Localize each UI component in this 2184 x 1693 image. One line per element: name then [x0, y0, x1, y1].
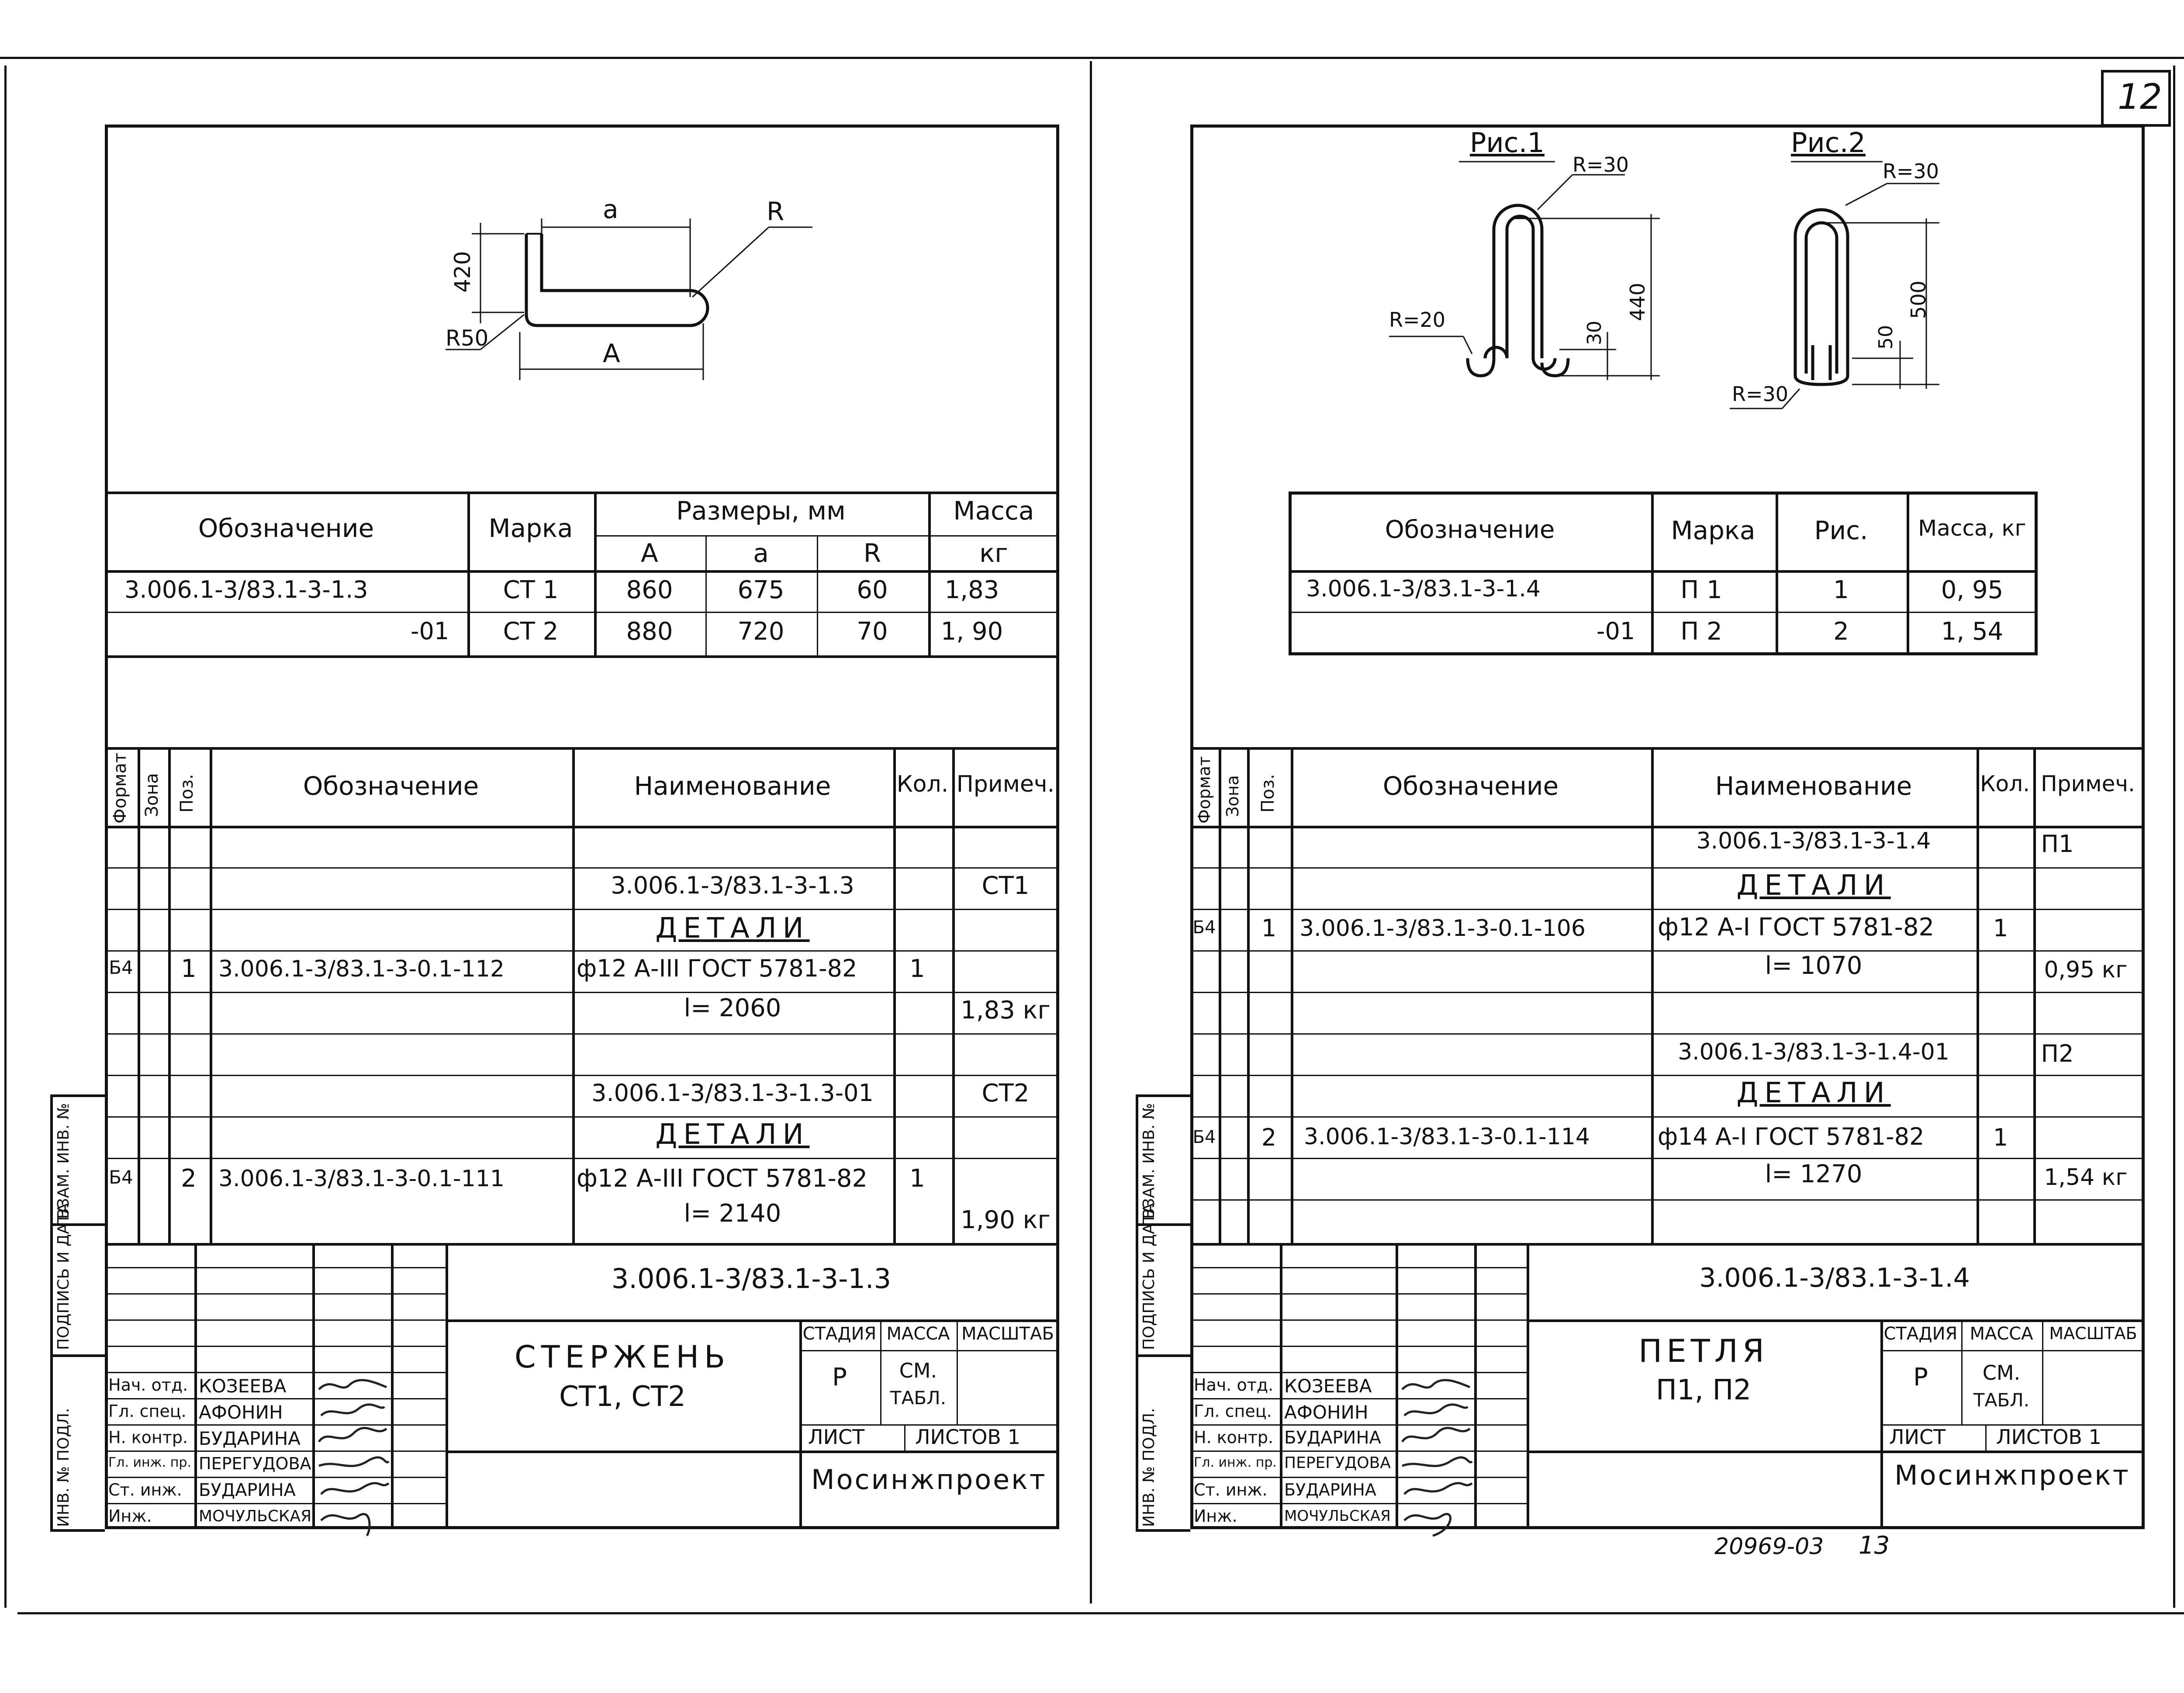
- stamp-role-5: Ст. инж.: [108, 1480, 182, 1499]
- stamp-name-1: КОЗЕЕВА: [199, 1375, 287, 1397]
- spec-h-note: Примеч.: [956, 771, 1055, 797]
- rspec-r6-name: 3.006.1-3/83.1-3-1.4-01: [1678, 1039, 1949, 1065]
- rspec-r3-pos: 1: [1261, 914, 1277, 942]
- stamp-name-4: ПЕРЕГУДОВА: [199, 1454, 311, 1473]
- tbl-h-mark: Марка: [488, 513, 573, 543]
- fig2-title: Рис.2: [1791, 127, 1866, 159]
- rspec-r6-note: П2: [2041, 1040, 2074, 1067]
- rstamp-role-6: Инж.: [1194, 1506, 1237, 1526]
- tbl-h-A: A: [641, 538, 658, 568]
- sketch-label-height: 420: [450, 251, 475, 293]
- rspec-h-pos: Поз.: [1258, 774, 1278, 813]
- rstamp-title-1: ПЕТЛЯ: [1638, 1333, 1769, 1369]
- stamp-name-3: БУДАРИНА: [199, 1428, 301, 1449]
- rstamp-role-4: Гл. инж. пр.: [1194, 1455, 1277, 1470]
- stamp-role-3: Н. контр.: [108, 1428, 188, 1447]
- rspec-r1-note: П1: [2041, 830, 2074, 858]
- stamp-mass-1: СМ.: [899, 1359, 937, 1382]
- rspec-r2-name: ДЕТАЛИ: [1736, 869, 1891, 902]
- rstamp-name-5: БУДАРИНА: [1284, 1480, 1376, 1499]
- fig2-r-bot: R=30: [1732, 382, 1789, 406]
- fig1-r-left: R=20: [1389, 308, 1446, 332]
- mtbl-h-designation: Обозначение: [1385, 516, 1555, 544]
- rspec-r8-fmt: Б4: [1192, 1127, 1216, 1147]
- stamp-stage: Р: [832, 1363, 847, 1392]
- tbl-r2-designation: -01: [411, 617, 449, 645]
- tbl-r1-mark: СТ 1: [503, 576, 559, 604]
- rstamp-stage: Р: [1913, 1363, 1928, 1392]
- tbl-r1-designation: 3.006.1-3/83.1-3-1.3: [124, 576, 368, 603]
- rstamp-role-1: Нач. отд.: [1194, 1375, 1274, 1395]
- rspec-r7-name: ДЕТАЛИ: [1736, 1077, 1891, 1109]
- tbl-r2-mark: СТ 2: [503, 617, 559, 646]
- tbl-r1-A: 860: [626, 576, 673, 604]
- sketch-label-A: A: [603, 339, 620, 368]
- rstamp-title-2: П1, П2: [1655, 1374, 1752, 1406]
- spec-r4-name: ф12 А-III ГОСТ 5781-82: [577, 955, 857, 982]
- rside-sign: ПОДПИСЬ И ДАТА: [1140, 1203, 1158, 1350]
- spec-r3-name: ДЕТАЛИ: [655, 912, 810, 945]
- tbl-r1-mass: 1,83: [944, 576, 999, 604]
- rstamp-code: 3.006.1-3/83.1-3-1.4: [1699, 1263, 1970, 1293]
- stamp-code: 3.006.1-3/83.1-3-1.3: [611, 1263, 892, 1295]
- sketch-label-R: R: [767, 197, 784, 226]
- rstamp-mass-1: СМ.: [1982, 1361, 2021, 1385]
- rstamp-h-mass: МАССА: [1970, 1324, 2033, 1344]
- rspec-r8-des: 3.006.1-3/83.1-3-0.1-114: [1304, 1124, 1590, 1150]
- rstamp-h-stage: СТАДИЯ: [1883, 1324, 1958, 1344]
- stamp-title-1: СТЕРЖЕНЬ: [514, 1339, 731, 1375]
- tbl-r2-mass: 1, 90: [940, 617, 1003, 646]
- stamp-name-5: БУДАРИНА: [199, 1480, 296, 1500]
- stamp-role-4: Гл. инж. пр.: [108, 1455, 191, 1470]
- mtbl-r2-designation: -01: [1597, 617, 1635, 645]
- spec-h-zone: Зона: [142, 773, 162, 817]
- page-number: 12: [2118, 76, 2162, 117]
- stamp-role-1: Нач. отд.: [108, 1375, 188, 1395]
- spec-h-qty: Кол.: [896, 771, 949, 797]
- tbl-h-mass: Масса: [953, 496, 1034, 526]
- rstamp-name-6: МОЧУЛЬСКАЯ: [1284, 1507, 1391, 1525]
- spec-r9-fmt: Б4: [109, 1167, 133, 1188]
- stamp-sheets: ЛИСТОВ 1: [915, 1425, 1020, 1449]
- rstamp-role-5: Ст. инж.: [1194, 1480, 1268, 1499]
- mtbl-h-mark: Марка: [1671, 516, 1755, 545]
- rstamp-signatures: [1398, 1372, 1476, 1538]
- spec-r7-name: 3.006.1-3/83.1-3-1.3-01: [591, 1079, 874, 1107]
- stamp-name-6: МОЧУЛЬСКАЯ: [199, 1507, 312, 1525]
- spec-r2-note: СТ1: [981, 872, 1030, 900]
- spec-r10-name: l= 2140: [684, 1199, 781, 1228]
- spec-r7-note: СТ2: [981, 1079, 1030, 1108]
- spec-r9-qty: 1: [909, 1164, 925, 1193]
- mtbl-r2-mark: П 2: [1680, 617, 1722, 646]
- fig1-title: Рис.1: [1470, 127, 1545, 159]
- stamp-org: Мосинжпроект: [811, 1464, 1047, 1496]
- spec-h-format: Формат: [110, 752, 130, 824]
- mtbl-h-mass: Масса, кг: [1918, 516, 2026, 541]
- spec-r9-des: 3.006.1-3/83.1-3-0.1-111: [218, 1166, 505, 1192]
- fig1-base: 30: [1583, 321, 1606, 345]
- spec-r8-name: ДЕТАЛИ: [655, 1118, 810, 1151]
- stamp-h-mass: МАССА: [886, 1324, 950, 1344]
- spec-r2-name: 3.006.1-3/83.1-3-1.3: [611, 872, 854, 899]
- spec-h-name: Наименование: [634, 771, 831, 801]
- rstamp-role-2: Гл. спец.: [1194, 1402, 1272, 1421]
- mtbl-h-fig: Рис.: [1814, 516, 1868, 545]
- tbl-r2-R: 70: [857, 617, 888, 646]
- stamp-sheet: ЛИСТ: [808, 1425, 865, 1449]
- rstamp-h-scale: МАСШТАБ: [2049, 1324, 2137, 1343]
- fig2-height: 500: [1907, 280, 1930, 319]
- stamp-mass-2: ТАБЛ.: [890, 1387, 947, 1409]
- rstamp-org: Мосинжпроект: [1894, 1459, 2130, 1491]
- footer-num: 13: [1859, 1531, 1890, 1560]
- stamp-role-2: Гл. спец.: [108, 1402, 187, 1421]
- mtbl-r2-fig: 2: [1833, 617, 1849, 646]
- stamp-role-6: Инж.: [108, 1506, 152, 1526]
- tbl-h-kg: кг: [979, 538, 1008, 568]
- spec-h-designation: Обозначение: [303, 771, 479, 801]
- tbl-h-a: a: [753, 538, 769, 568]
- mtbl-r2-mass: 1, 54: [1941, 617, 2004, 646]
- side-sign: ПОДПИСЬ И ДАТА: [55, 1203, 73, 1350]
- spec-r9-name: ф12 А-III ГОСТ 5781-82: [577, 1164, 868, 1193]
- rspec-r4-note: 0,95 кг: [2044, 957, 2128, 983]
- tbl-h-sizes: Размеры, мм: [676, 496, 846, 526]
- bottom-edge: [17, 1612, 2184, 1614]
- rspec-r4-name: l= 1070: [1765, 952, 1863, 980]
- rspec-h-format: Формат: [1195, 756, 1214, 824]
- rspec-r8-name: ф14 А-I ГОСТ 5781-82: [1658, 1123, 1925, 1150]
- rstamp-sheets: ЛИСТОВ 1: [1996, 1425, 2101, 1449]
- side-vzam: ВЗАМ. ИНВ. №: [55, 1103, 73, 1219]
- rstamp-name-1: КОЗЕЕВА: [1284, 1375, 1372, 1397]
- rspec-r9-note: 1,54 кг: [2044, 1164, 2128, 1191]
- tbl-r1-R: 60: [857, 576, 888, 604]
- tbl-r2-a: 720: [737, 617, 784, 646]
- spec-h-pos: Поз.: [177, 774, 197, 813]
- mtbl-r1-mark: П 1: [1680, 576, 1722, 604]
- tbl-h-R: R: [863, 538, 881, 568]
- tbl-r1-a: 675: [737, 576, 784, 604]
- rspec-h-designation: Обозначение: [1382, 771, 1559, 801]
- fig1-height: 440: [1626, 283, 1649, 321]
- rspec-r1-name: 3.006.1-3/83.1-3-1.4: [1696, 828, 1931, 854]
- rstamp-role-3: Н. контр.: [1194, 1428, 1274, 1447]
- rstamp-name-2: АФОНИН: [1284, 1402, 1368, 1423]
- rstamp-name-4: ПЕРЕГУДОВА: [1284, 1454, 1391, 1472]
- loop-figures: [0, 0, 2184, 437]
- rspec-r3-des: 3.006.1-3/83.1-3-0.1-106: [1299, 915, 1586, 942]
- rspec-r9-name: l= 1270: [1765, 1160, 1863, 1188]
- spec-r4-qty: 1: [909, 955, 925, 983]
- rstamp-mass-2: ТАБЛ.: [1973, 1389, 2030, 1411]
- stamp-h-stage: СТАДИЯ: [802, 1324, 877, 1344]
- rspec-h-qty: Кол.: [1980, 771, 2030, 796]
- tbl-r2-A: 880: [626, 617, 673, 646]
- rstamp-sheet: ЛИСТ: [1889, 1425, 1946, 1449]
- stamp-signatures: [314, 1372, 393, 1538]
- fig2-r-top: R=30: [1883, 159, 1939, 183]
- mtbl-r1-mass: 0, 95: [1941, 576, 2004, 604]
- side-inv: ИНВ. № ПОДЛ.: [55, 1408, 73, 1527]
- rspec-r3-fmt: Б4: [1192, 917, 1216, 938]
- rspec-r3-name: ф12 А-I ГОСТ 5781-82: [1658, 913, 1935, 942]
- rstamp-name-3: БУДАРИНА: [1284, 1428, 1381, 1448]
- spec-r4-fmt: Б4: [109, 957, 133, 978]
- stamp-title-2: СТ1, СТ2: [559, 1381, 686, 1413]
- spec-r4-pos: 1: [181, 955, 197, 983]
- stamp-name-2: АФОНИН: [199, 1402, 283, 1423]
- sketch-label-a: a: [603, 194, 619, 224]
- tbl-h-designation: Обозначение: [198, 513, 374, 543]
- rside-inv: ИНВ. № ПОДЛ.: [1140, 1408, 1158, 1527]
- spec-r4-des: 3.006.1-3/83.1-3-0.1-112: [218, 956, 505, 982]
- rside-vzam: ВЗАМ. ИНВ. №: [1140, 1103, 1158, 1219]
- mtbl-r1-fig: 1: [1833, 576, 1849, 604]
- fig1-r-top: R=30: [1572, 153, 1629, 177]
- rspec-h-name: Наименование: [1715, 771, 1912, 801]
- sketch-label-radius: R50: [446, 325, 489, 351]
- rspec-r8-qty: 1: [1993, 1124, 2008, 1151]
- spec-r10-note: 1,90 кг: [961, 1206, 1051, 1234]
- rspec-h-note: Примеч.: [2041, 771, 2135, 796]
- rspec-r3-qty: 1: [1993, 914, 2008, 942]
- spec-r5-note: 1,83 кг: [961, 996, 1051, 1025]
- spec-r5-name: l= 2060: [684, 994, 781, 1022]
- stamp-h-scale: МАСШТАБ: [961, 1324, 1054, 1344]
- fig2-base: 50: [1875, 325, 1897, 350]
- spec-r9-pos: 2: [181, 1164, 197, 1193]
- rspec-h-zone: Зона: [1223, 775, 1242, 817]
- footer-code: 20969-03: [1714, 1534, 1824, 1560]
- rspec-r8-pos: 2: [1261, 1124, 1277, 1151]
- mtbl-r1-designation: 3.006.1-3/83.1-3-1.4: [1306, 576, 1541, 602]
